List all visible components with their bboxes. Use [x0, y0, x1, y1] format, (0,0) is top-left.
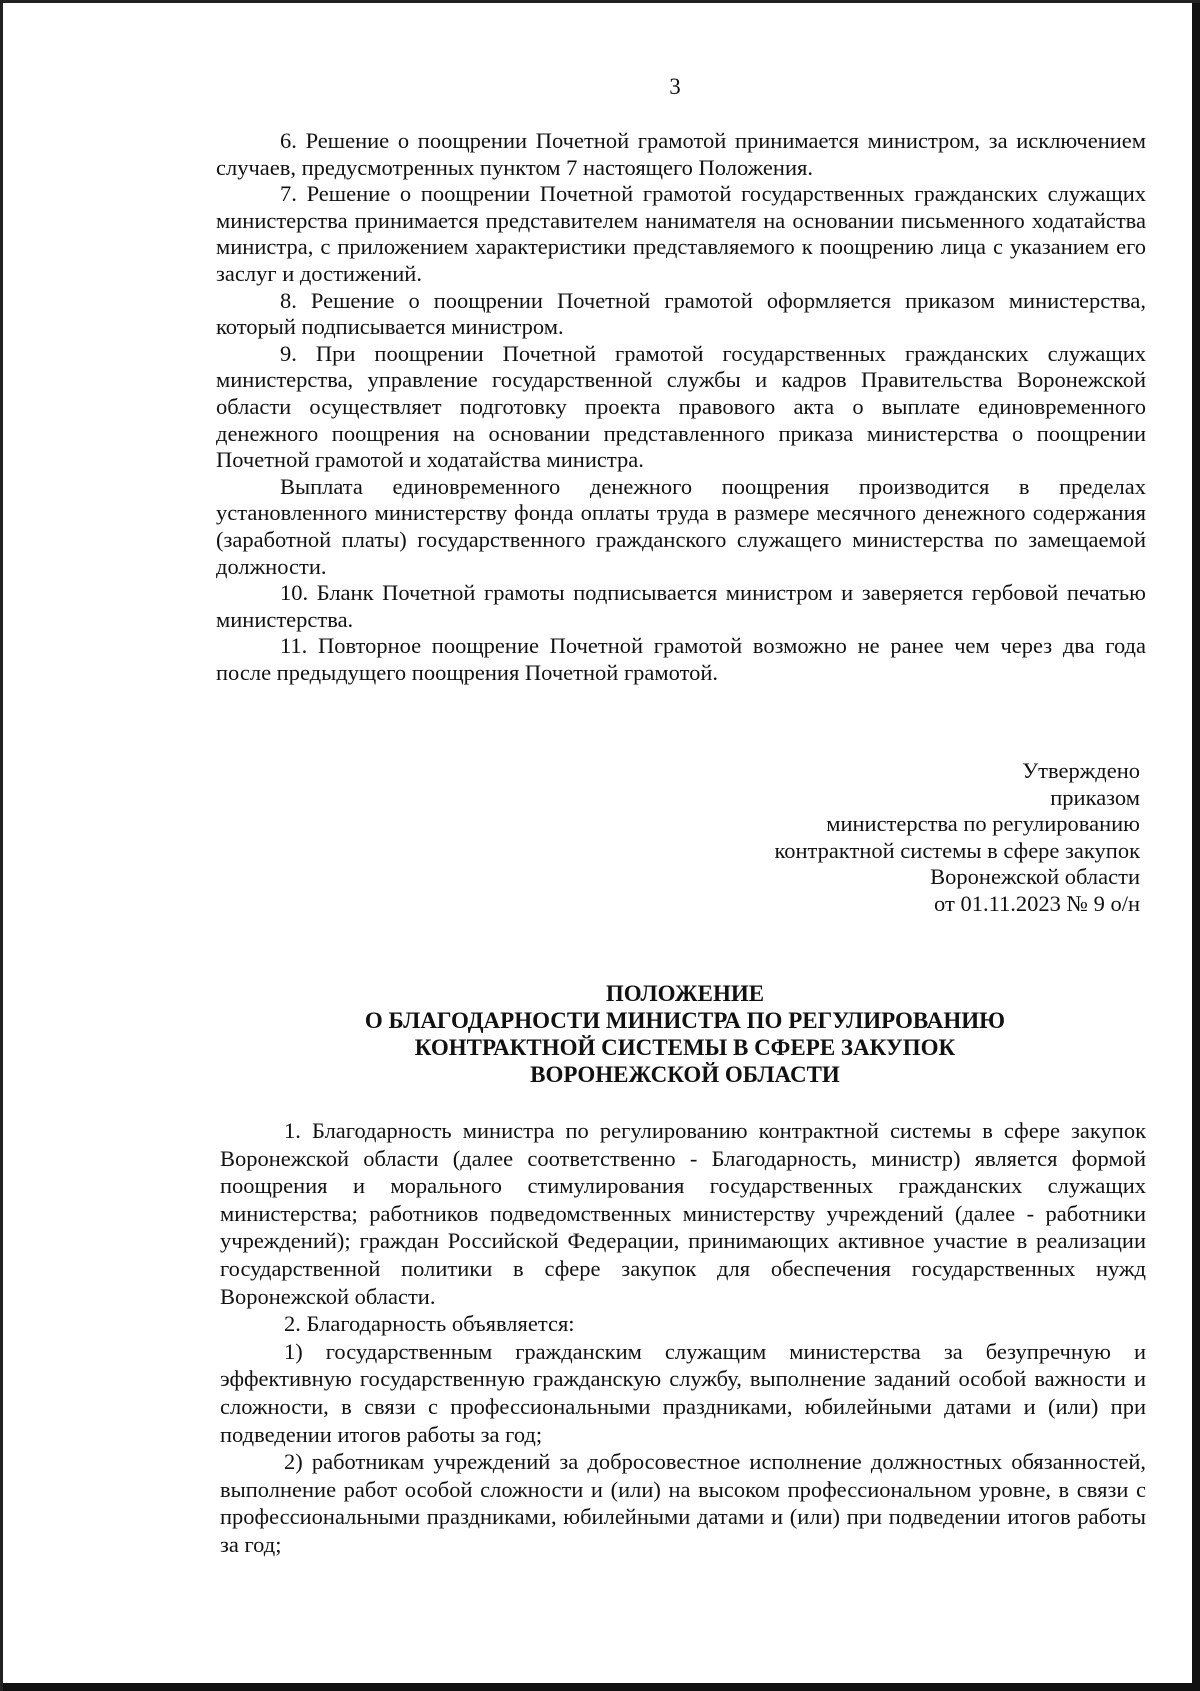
paragraph-8: 8. Решение о поощрении Почетной грамотой оформляется приказом министерства, который подписывается министром. [216, 287, 1146, 340]
approval-line: министерства по регулированию [826, 811, 1140, 836]
paragraph-9: 9. При поощрении Почетной грамотой государственных гражданских служащих министерства, управление государственной службы и кадров Правительства Воронежской области осуществляет подготовку проекта правового акта о выплате единовременного денежного поощрения на основании представленного приказа министерства о поощрении Почетной грамотой и ходатайства министра. [216, 340, 1146, 473]
page-number: 3 [669, 74, 681, 99]
approval-line: Утверждено [1022, 758, 1140, 783]
title-line: ВОРОНЕЖСКОЙ ОБЛАСТИ [530, 1062, 840, 1087]
paragraph-1: 1. Благодарность министра по регулированию контрактной системы в сфере закупок Воронежской области (далее соответственно - Благодарность, министр) является формой поощрения и морального стимулирования государственных гражданских служащих министерства; работников подведомственных министерству учреждений (далее - работники учреждений); граждан Российской Федерации, принимающих активное участие в реализации государственной политики в сфере закупок для обеспечения государственных нужд Воронежской области. [220, 1118, 1146, 1309]
approval-line: приказом [1050, 784, 1140, 810]
paragraph-6: 6. Решение о поощрении Почетной грамотой принимается министром, за исключением случаев, предусмотренных пунктом 7 настоящего Положения. [216, 128, 1146, 180]
paragraph-2: 2. Благодарность объявляется: [284, 1311, 575, 1337]
title-line: ПОЛОЖЕНИЕ [605, 981, 765, 1006]
approval-line: от 01.11.2023 № 9 о/н [934, 890, 1140, 916]
approval-line: контрактной системы в сфере закупок [774, 837, 1140, 863]
paragraph-2-2: 2) работникам учреждений за добросовестное исполнение должностных обязанностей, выполнение работ особой сложности и (или) на высоком профессиональном уровне, в связи с профессиональными праздниками, юбилейными датами и (или) при подведении итогов работы за год; [220, 1449, 1146, 1557]
scan-border-top [0, 0, 1200, 3]
scan-border-left [0, 0, 3, 1691]
approval-stamp-block [774, 758, 1140, 917]
approval-line: Воронежской области [930, 864, 1140, 889]
paragraph-2-1: 1) государственным гражданским служащим министерства за безупречную и эффективную государственную гражданскую службу, выполнение заданий особой важности и сложности, в связи с профессиональными праздниками, юбилейными датами и (или) при подведении итогов работы за год; [220, 1338, 1146, 1447]
paragraph-10: 10. Бланк Почетной грамоты подписывается министром и заверяется гербовой печатью министерства. [216, 580, 1146, 632]
title-line: КОНТРАКТНОЙ СИСТЕМЫ В СФЕРЕ ЗАКУПОК [414, 1035, 956, 1060]
section1-body [216, 128, 1146, 686]
paragraph-11: 11. Повторное поощрение Почетной грамотой возможно не ранее чем через два года после предыдущего поощрения Почетной грамотой. [216, 633, 1146, 685]
title-line: О БЛАГОДАРНОСТИ МИНИСТРА ПО РЕГУЛИРОВАНИЮ [364, 1008, 1006, 1033]
section2-body [220, 1117, 1146, 1559]
paragraph-payment: Выплата единовременного денежного поощрения производится в пределах установленного министерству фонда оплаты труда в размере месячного денежного содержания (заработной платы) государственного гражданского служащего министерства по замещаемой должности. [216, 473, 1146, 579]
document-title [0, 980, 1200, 1088]
paragraph-7: 7. Решение о поощрении Почетной грамотой государственных гражданских служащих министерства принимается представителем нанимателя на основании письменного ходатайства министра, с приложением характеристики представляемого к поощрению лица с указанием его заслуг и достижений. [216, 181, 1146, 286]
